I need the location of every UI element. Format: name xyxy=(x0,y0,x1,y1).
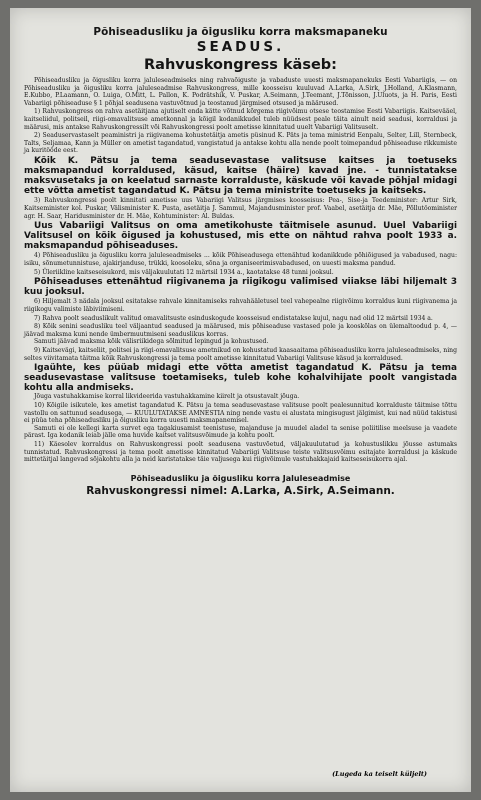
paragraph-intro: Põhiseadusliku ja õigusliku korra jaluleseadmiseks ning rahvaõiguste ja vabaduste uuesti maksmapanekuks Eesti Vabariigis, — on Põhiseadusliku ja õigusliku korra jaluleseadmise Rahvuskongress, mille koosseisu kuuluvad A.Larka, A.Sirk, J.Holland, A.Klasmann, E.Kubbo, P.Laamann, O. Luiga, O.Mitt, L. Pallon, K. Podrätshik, V. Puskar, A.Seimann, J.Teemant, J.Tõnisson, J.Uluots, ja H. Paris, Eesti Vabariigi põhiseaduse § 1 põhjal seadusena vastuvõtnud ja teostanud järgmised otsused ja määrused. xyxy=(24,77,457,107)
paragraph-8b: Samuti jäävad maksma kõik välisriikidega sõlmitud lepingud ja kohustused. xyxy=(34,338,269,346)
paragraph-5-emphasis: Põhiseaduses ettenähtud riigivanema ja riigikogu valimised viiakse läbi hiljemalt 3 kuu jooksul. xyxy=(24,277,457,298)
signature-line: Rahvuskongressi nimel: A.Larka, A.Sirk, A.Seimann. xyxy=(86,484,395,497)
footer-note: (Lugeda ka teiselt küljelt) xyxy=(332,770,427,778)
paragraph-3: 3) Rahvuskongressi poolt kinnitati ametisse uus Vabariigi Valitsus järgmises koosseisus: Pea-, Sise-ja Teedeminister: Artur Sirk, Kaitseminister kol. Puskar, Välisminister K. Pusta, asetäitja J. Sammul, Majandusminister prof. Vaabel, asetäitja dr. Mäe, Põllutöominister agr. H. Saar, Haridusminister dr. H. Mäe, Kohtuminister: Al. Buldas. xyxy=(24,197,457,220)
closing-line: Põhiseadusliku ja õigusliku korra Jaluleseadmise xyxy=(130,473,351,483)
poster-sheet xyxy=(10,8,471,792)
paragraph-2-emphasis: Kõik K. Pätsu ja tema seadusevastase valitsuse kaitses ja toetuseks maksmapandud korraldused, käsud, kaitse (häire) kavad jne. - tunnistatakse maksvusetaks ja on keelatud sarnaste korralduste, käskude või kavade põhjal midagi ette võtta ametist tagandatud K. Pätsu ja tema ministrite toetuseks ja kaitseks. xyxy=(24,155,457,197)
paragraph-9-emphasis: Igaühte, kes püüab midagi ette võtta ametist tagandatud K. Pätsu ja tema seadusevastase valitsuse toetamiseks, tuleb kohe kohalvihijate poolt vangistada kohtu alla andmiseks. xyxy=(24,363,457,394)
poster-content xyxy=(24,26,457,497)
paragraph-6: 6) Hiljemalt 3 nädala jooksul esitatakse rahvale kinnitamiseks rahvahääletusel teel vahepealne riigivõimu korraldus kuni riigivanema ja riigikogu valimiste läbiviimiseni. xyxy=(24,298,457,313)
paragraph-4: 4) Põhiseadusliku ja õigusliku korra jaluleseadmiseks ... kõik Põhiseadusega ettenähtud kodanikkude põhiõigused ja vabadused, nagu: isiku, sõnumetunnistuse, ajakirjanduse, trükki, koosoleku, sõna ja organiseerimisvabadused, on uuesti maksma pandud. xyxy=(24,252,457,267)
paragraph-10b: Samuti ei ole kellegi karta survet ega tagakiusamist teenistuse, majanduse ja muudel aladel ta senise poliitilise meelsuse ja vaadete pärast. Iga kodanik leiab jälle oma huvide kaitset valitsusvõimude ja kohtu poolt. xyxy=(24,424,457,440)
heading-rahvuskongress: Rahvuskongress käseb: xyxy=(144,57,337,73)
paragraph-9b: Jõuga vastuhakkamise korral likvideerida vastuhakkamine kiirelt ja otsustavalt jõuga. xyxy=(34,393,300,401)
paragraph-2: 2) Seaduservastaselt peaministri ja riigivanema kohustetäitja ametis püsinud K. Päts ja tema ministrid Eenpalu, Selter, Lill, Sternbeck, Talts, Seljamaa, Kann ja Müller on ametist tagandatud, vangistatud ja antakse kohtu alla nende poolt toimepandud põhiseaduse rikkumiste ja kuritööde eest. xyxy=(24,132,457,155)
paragraph-5: 5) Üleriikline kaitseseisukord, mis väljakuulutati 12 märtsil 1934 a., kaotatakse 48 tunni jooksul. xyxy=(34,268,334,276)
paragraph-8: 8) Kõik senini seadusliku teel väljaantud seadused ja määrused, mis põhiseaduse vastased pole ja kooskõlas on ülemaltoodud p. 4, — jäävad maksma kuni nende ümbermuutmiseni seaduslikus korras. xyxy=(24,323,457,338)
paragraph-1: 1) Rahvuskongress on rahva asetäitjana ajutiselt enda kätte võtnud kõrgema riigivõimu otsese teostamise Eesti Vabariigis. Kaitsevääel, kaitseliidul, politseil, riigi-omavalitsuse ametkonnal ja kõigil kodanikkudel tuleb nüüdsest peale täita ainult neid seadusi, korraldusi ja määrusi, mis antakse Rahvuskongressilt või Rahvuskongressi poolt ametisse kinnitatud uuelt Vabariigi Valitsuselt. xyxy=(24,108,457,131)
paragraph-9: 9) Kaitsevägi, kaitseliit, politsei ja riigi-omavalitsuse ametnikud on kohustatud kaasaaitama põhiseadusliku korra jaluleseadmiseks, ning seltes viivitamata täitma kõik Rahvuskongressi ja tema poolt ametisse kinnitatud Vabariigi Valitsuse käsud ja korraldused. xyxy=(24,346,457,362)
heading-law-name: Põhiseadusliku ja õigusliku korra maksmapaneku xyxy=(93,26,388,38)
paragraph-3-emphasis: Uus Vabariigi Valitsus on oma ametikohuste täitmisele asunud. Uuel Vabariigi Valitsusel on kõik õigused ja kohustused, mis ette on nähtud rahva poolt 1933 a. maksmapandud põhiseaduses. xyxy=(24,221,457,252)
paragraph-7: 7) Rahva poolt seaduslikult valitud omavalitsuste esinduskogude koosseisud endistatakse kujul, nagu nad olid 12 märtsil 1934 a. xyxy=(34,314,433,322)
paragraph-11: 11) Käesolev korraldus on Rahvuskongressi poolt seadusena vastuvõetud, väljakuulutatud ja kohustuslikku jõusse astumaks tunnistatud. Rahvuskongressi ja tema poolt ametisse kinnitatud Vabariigi Valitsuse teiste valitsusvõimu esitajate korraldusi ja käskude mittetäitjal langevad sõjakohtu alla ja neid karistatakse täie valjusega kui riigivõimule vastuhakkajaid kaitseseisukorra ajal. xyxy=(24,440,457,464)
paragraph-10: 10) Kõigile isikutele, kes ametist tagandatud K. Pätsu ja tema seadusevastase valitsuse poolt pealesunnitud korralduste täitmise tõttu vastollu on sattunud seadusega, — KUULUTATAKSE AMNESTIA ning nende vastu ei alustata mingisugust jälgimist, kui nad nüüd takistusi ei püüa teha põhiseadusliku ja õigusliku korra uuesti maksmapanemisel. xyxy=(24,401,457,425)
heading-seadus: SEADUS. xyxy=(196,39,285,55)
